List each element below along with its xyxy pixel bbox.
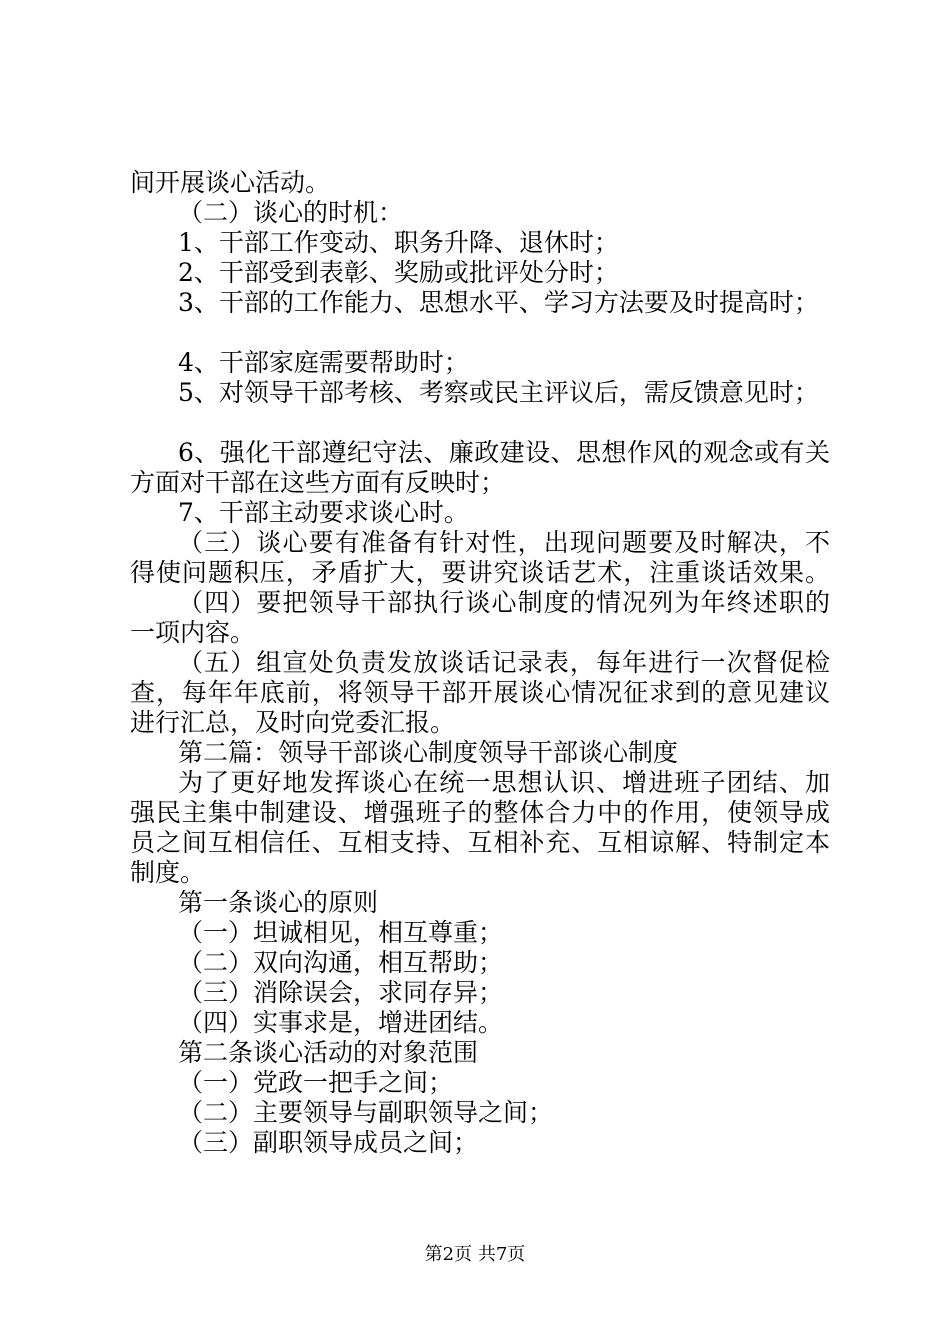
- body-text: [130, 168, 830, 1158]
- paragraph-line: 查，每年年底前，将领导干部开展谈心情况征求到的意见建议: [130, 678, 830, 707]
- list-item: 7、干部主动要求谈心时。: [178, 498, 469, 527]
- paragraph-line: 进行汇总，及时向党委汇报。: [130, 708, 456, 737]
- paragraph-line: 制度。: [130, 858, 206, 887]
- section-heading: 第二篇：领导干部谈心制度领导干部谈心制度: [178, 738, 679, 767]
- list-item: 5、对领导干部考核、考察或民主评议后，需反馈意见时；: [178, 378, 819, 407]
- article-heading: 第一条谈心的原则: [178, 888, 379, 917]
- list-item: 1、干部工作变动、职务升降、退休时；: [178, 228, 619, 257]
- list-item: （三）消除误会，求同存异；: [178, 978, 504, 1007]
- paragraph-line: （三）谈心要有准备有针对性，出现问题要及时解决，不: [178, 528, 830, 557]
- paragraph-line: 一项内容。: [130, 618, 256, 647]
- list-item: （二）双向沟通，相互帮助；: [178, 948, 504, 977]
- paragraph-line: 员之间互相信任、互相支持、互相补充、互相谅解、特制定本: [130, 828, 830, 857]
- paragraph-line: 间开展谈心活动。: [130, 168, 331, 197]
- list-item: （一）坦诚相见，相互尊重；: [178, 918, 504, 947]
- blank-line: [130, 318, 830, 348]
- list-item: 3、干部的工作能力、思想水平、学习方法要及时提高时；: [178, 288, 819, 317]
- paragraph-line: （二）谈心的时机：: [178, 198, 404, 227]
- page-number: 第2页 共7页: [424, 1244, 526, 1265]
- paragraph-line: （四）要把领导干部执行谈心制度的情况列为年终述职的: [178, 588, 830, 617]
- paragraph-line: 强民主集中制建设、增强班子的整体合力中的作用，使领导成: [130, 798, 830, 827]
- list-item: 4、干部家庭需要帮助时；: [178, 348, 469, 377]
- list-item: （四）实事求是，增进团结。: [178, 1008, 504, 1037]
- list-item: 2、干部受到表彰、奖励或批评处分时；: [178, 258, 619, 287]
- blank-line: [130, 408, 830, 438]
- paragraph-line: 方面对干部在这些方面有反映时；: [130, 468, 506, 497]
- paragraph-line: 得使问题积压，矛盾扩大，要讲究谈话艺术，注重谈话效果。: [130, 558, 830, 587]
- list-item: （三）副职领导成员之间；: [178, 1128, 479, 1157]
- list-item: （一）党政一把手之间；: [178, 1068, 454, 1097]
- paragraph-line: 为了更好地发挥谈心在统一思想认识、增进班子团结、加: [178, 768, 830, 797]
- article-heading: 第二条谈心活动的对象范围: [178, 1038, 479, 1067]
- list-item: 6、强化干部遵纪守法、廉政建设、思想作风的观念或有关: [178, 438, 830, 467]
- list-item: （二）主要领导与副职领导之间；: [178, 1098, 554, 1127]
- paragraph-line: （五）组宣处负责发放谈话记录表，每年进行一次督促检: [178, 648, 830, 677]
